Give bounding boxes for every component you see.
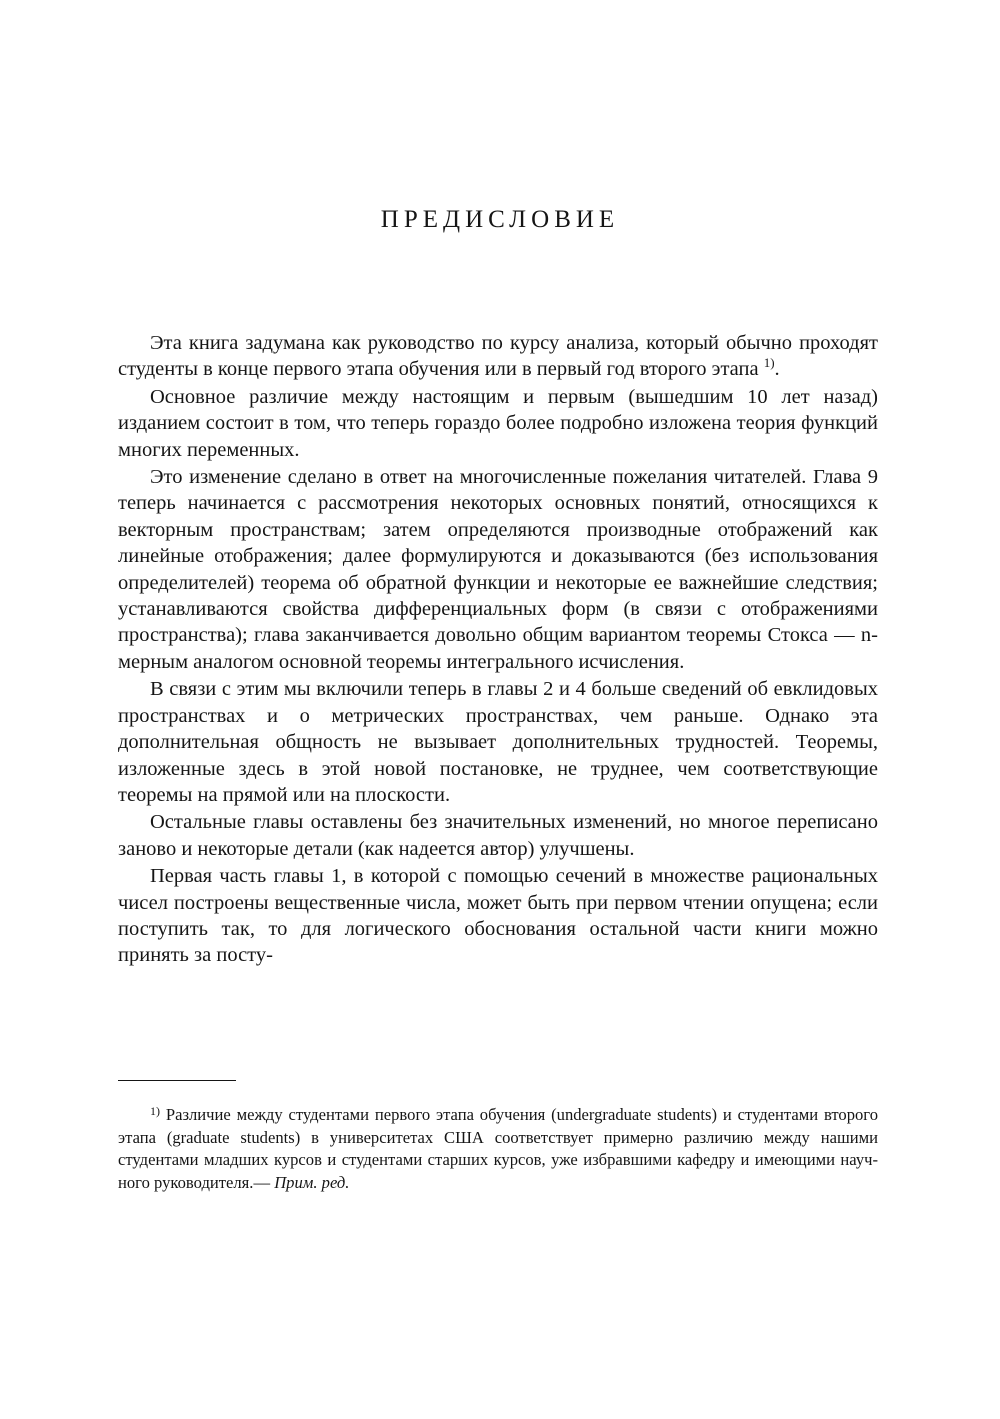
paragraph-tail: . [774,358,780,381]
editor-note: Прим. ред. [274,1172,350,1192]
paragraph-2: Основное различие между настоящим и первым (вышедшим 10 лет назад) изданием состоит в том, что теперь гораздо более подробно изложена теория функций многих переменных. [118,385,878,461]
paragraph-5: Остальные главы оставлены без значительных изменений, но многое переписано заново и некоторые детали (как надеется автор) улучшены. [118,811,878,860]
footnote-divider [118,1080,236,1081]
footnote-ref[interactable]: 1) [763,355,775,371]
paragraph-3: Это изменение сделано в ответ на многочисленные пожелания читателей. Глава 9 теперь начинается с рассмотрения некоторых основных понятий, относящихся к векторным пространствам; затем определяются производные отображений как линейные отображения; далее формулируются и доказываются (без использования определителей) теорема об обратной функции и некоторые ее важнейшие следствия; устанавливаются свойства дифференциальных форм (в связи с отображениями пространства); глава заканчивается довольно общим вариантом теоремы Стокса — n-мерным аналогом основной теоремы интегрального исчисления. [118,466,878,673]
paragraph-6: Первая часть главы 1, в которой с помощью сечений в множестве рациональных чисел построены вещественные числа, может быть при первом чтении опущена; если поступить так, то для логического обоснования остальной части книги можно принять за посту- [118,865,878,967]
body-text [118,330,878,969]
paragraph-text: Эта книга задумана как руководство по курсу анализа, который обычно проходят студенты в конце первого этапа обучения или в первый год второго этапа [118,332,878,381]
paragraph-1 [118,330,878,383]
footnote-mark: 1) [150,1104,160,1118]
paragraph-4: В связи с этим мы включили теперь в главы 2 и 4 больше сведений об евклидовых пространствах и о метрических пространствах, чем раньше. Однако эта дополнительная общность не вызывает дополнительных трудностей. Теоремы, изложенные здесь в этой новой постановке, не труднее, чем соответствующие теоремы на прямой или на плоскости. [118,678,878,806]
footnote [118,1100,878,1194]
page-title: ПРЕДИСЛОВИЕ [380,206,620,233]
footnote-text: Различие между студентами первого этапа обучения (undergraduate students) и студентами второго этапа (graduate students) в университетах США соответствует примерно различию между нашими студентами младших курсов и студентами старших курсов, уже избравшими кафедру и имеющими научного руководителя.— [118,1105,878,1192]
